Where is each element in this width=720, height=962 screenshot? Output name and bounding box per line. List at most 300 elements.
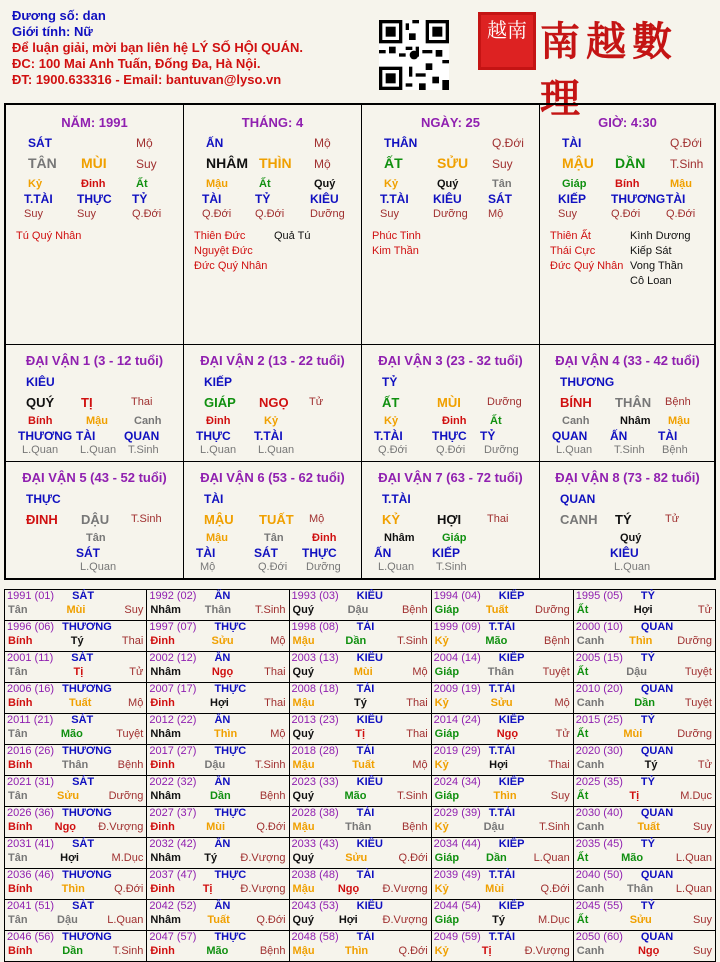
shensha-right: Quả Tú <box>274 230 311 242</box>
hidden-stem: Kỷ <box>384 178 399 190</box>
year-detail <box>290 697 431 711</box>
year-cell <box>147 621 289 652</box>
year-label: 2026 (36) <box>7 807 55 819</box>
year-stem: Tân <box>8 790 28 802</box>
year-star: KIÊU <box>356 776 383 788</box>
phone-email-line: ĐT: 1900.633316 - Email: bantuvan@lyso.vn <box>12 72 282 87</box>
year-cell <box>289 621 431 652</box>
year-branch: Tý <box>204 852 218 864</box>
year-stem: Đinh <box>150 635 175 647</box>
year-detail <box>5 852 146 866</box>
year-stem: Kỷ <box>434 697 449 709</box>
dai-van-hidden-stem: Tân <box>86 532 106 544</box>
year-branch: Mùi <box>353 666 373 678</box>
year-branch: Ngọ <box>637 945 660 957</box>
shensha-left: Phúc Tinh <box>372 230 421 242</box>
year-head <box>5 776 146 790</box>
earthly-branch: MÙI <box>81 155 107 171</box>
year-star: KIẾP <box>498 776 525 788</box>
year-branch: Tý <box>353 697 367 709</box>
dai-van-title: ĐẠI VẬN 6 (53 - 62 tuổi) <box>200 470 345 485</box>
year-phase: Suy <box>693 914 712 926</box>
year-cell <box>431 900 573 931</box>
dai-van-cell <box>184 345 362 462</box>
year-phase: Thai <box>548 759 570 771</box>
dai-van-stem: MẬU <box>204 512 234 527</box>
year-phase: T.Sinh <box>254 759 286 771</box>
dai-van-hidden-stem: Đinh <box>312 532 337 544</box>
year-label: 2009 (19) <box>433 683 481 695</box>
year-phase: L.Quan <box>533 852 570 864</box>
year-stem: Kỷ <box>434 635 449 647</box>
dai-van-hidden-star: T.TÀI <box>254 429 283 443</box>
year-star: THƯƠNG <box>62 869 112 881</box>
year-label: 2050 (60) <box>575 931 623 943</box>
year-detail <box>5 635 146 649</box>
dai-van-hidden-phase: L.Quan <box>80 444 117 456</box>
year-stem: Bính <box>8 759 33 771</box>
year-detail <box>290 852 431 866</box>
year-stem: Quý <box>292 728 314 740</box>
year-head <box>432 900 573 914</box>
year-stem: Nhâm <box>150 790 181 802</box>
year-head <box>5 869 146 883</box>
year-detail <box>574 635 715 649</box>
year-star: THỰC <box>214 931 247 943</box>
pillar-title: NĂM: 1991 <box>61 115 128 130</box>
table-row <box>5 683 716 714</box>
pillar-cell <box>6 105 184 345</box>
year-detail <box>574 790 715 804</box>
year-stem: Nhâm <box>150 604 181 616</box>
year-cell <box>5 683 147 714</box>
year-head <box>574 931 715 945</box>
dai-van-phase: Bệnh <box>665 396 691 408</box>
dai-van-title: ĐẠI VẬN 7 (63 - 72 tuổi) <box>378 470 523 485</box>
hidden-phase: Suy <box>558 208 577 220</box>
year-label: 2013 (23) <box>291 714 339 726</box>
year-label: 2018 (28) <box>291 745 339 757</box>
year-phase: Đ.Vượng <box>98 821 144 833</box>
year-stem: Nhâm <box>150 666 181 678</box>
year-branch: Tuất <box>485 604 509 616</box>
dai-van-hidden-phase: Bệnh <box>662 444 688 456</box>
year-branch: Sửu <box>57 790 80 802</box>
year-branch: Ngọ <box>211 666 234 678</box>
dai-van-hidden-star: TỶ <box>480 429 496 443</box>
year-phase: Thai <box>121 635 144 647</box>
dai-van-hidden-phase: L.Quan <box>556 444 593 456</box>
year-phase: Dưỡng <box>677 728 712 740</box>
year-head <box>5 683 146 697</box>
year-detail <box>147 852 288 866</box>
year-star: THƯƠNG <box>62 931 112 943</box>
dai-van-hidden-stem: Mậu <box>206 532 228 544</box>
dai-van-phase: Tử <box>665 513 680 525</box>
year-star: TỶ <box>640 590 655 602</box>
year-cell <box>147 652 289 683</box>
year-star: SÁT <box>72 590 95 602</box>
heavenly-stem: TÂN <box>28 155 57 171</box>
year-branch: Tuất <box>207 914 230 926</box>
year-stem: Quý <box>292 914 314 926</box>
year-detail <box>5 604 146 618</box>
year-star: THỰC <box>214 683 247 695</box>
year-head <box>147 807 288 821</box>
hidden-star: SÁT <box>488 192 512 206</box>
year-branch: Dần <box>62 945 83 957</box>
year-label: 1995 (05) <box>575 590 623 602</box>
year-branch: Hợi <box>633 604 653 616</box>
shensha-left: Kim Thần <box>372 245 419 257</box>
year-cell <box>147 714 289 745</box>
year-branch: Hợi <box>210 697 229 709</box>
dai-van-branch: DẬU <box>81 512 110 527</box>
year-head <box>290 838 431 852</box>
year-head <box>290 807 431 821</box>
dai-van-star: KIÊU <box>26 375 55 389</box>
year-phase: Tuyệt <box>116 728 144 740</box>
year-head <box>147 900 288 914</box>
year-cell <box>431 807 573 838</box>
dai-van-hidden-stem: Đinh <box>442 415 467 427</box>
year-branch: Dần <box>345 635 367 647</box>
dai-van-hidden-stem: Nhâm <box>384 532 415 544</box>
year-cell <box>5 590 147 621</box>
dai-van-phase: T.Sinh <box>131 513 162 525</box>
dai-van-branch: NGỌ <box>259 395 289 410</box>
year-branch: Mão <box>344 790 367 802</box>
year-head <box>5 652 146 666</box>
year-detail <box>574 852 715 866</box>
year-star: KIÊU <box>356 714 383 726</box>
branch-phase: T.Sinh <box>670 157 704 171</box>
year-branch: Dần <box>486 852 507 864</box>
hidden-stem: Ất <box>259 178 271 190</box>
year-cell <box>431 745 573 776</box>
shensha-left: Thiên Đức <box>194 230 246 242</box>
table-row <box>5 931 716 962</box>
year-detail <box>432 666 573 680</box>
year-label: 2014 (24) <box>433 714 481 726</box>
year-phase: Bệnh <box>117 759 144 771</box>
year-stem: Đinh <box>150 759 175 771</box>
dai-van-stem: QUÝ <box>26 395 55 410</box>
year-detail <box>5 790 146 804</box>
year-detail <box>5 759 146 773</box>
year-label: 2030 (40) <box>575 807 623 819</box>
year-star: KIẾP <box>498 900 525 912</box>
year-label: 2005 (15) <box>575 652 623 664</box>
year-phase: L.Quan <box>107 914 144 926</box>
year-detail <box>5 697 146 711</box>
hidden-stem: Quý <box>314 178 336 190</box>
year-phase: Tử <box>697 604 712 616</box>
year-label: 2043 (53) <box>291 900 339 912</box>
year-star: T.TÀI <box>488 807 516 819</box>
year-star: TỶ <box>640 900 655 912</box>
year-cell <box>5 776 147 807</box>
dai-van-title: ĐẠI VẬN 8 (73 - 82 tuổi) <box>555 470 700 485</box>
hidden-stem: Mậu <box>206 178 228 190</box>
year-cell <box>147 838 289 869</box>
year-detail <box>290 914 431 928</box>
year-label: 2044 (54) <box>433 900 481 912</box>
year-cell <box>5 900 147 931</box>
dai-van-phase: Thai <box>131 396 153 408</box>
year-phase: Suy <box>693 945 712 957</box>
year-cell <box>289 652 431 683</box>
year-label: 1998 (08) <box>291 621 339 633</box>
year-detail <box>432 945 573 959</box>
year-label: 2039 (49) <box>433 869 481 881</box>
year-detail <box>574 883 715 897</box>
dai-van-phase: Mộ <box>309 513 325 525</box>
year-cell <box>147 869 289 900</box>
heavenly-stem: NHÂM <box>206 155 248 171</box>
year-head <box>5 621 146 635</box>
year-head <box>5 931 146 945</box>
year-stem: Canh <box>576 697 605 709</box>
year-branch: Tị <box>629 790 640 802</box>
year-branch: Mùi <box>206 821 226 833</box>
year-head <box>574 590 715 604</box>
year-phase: Tử <box>129 666 144 678</box>
year-head <box>574 683 715 697</box>
year-cell <box>431 683 573 714</box>
year-star: T.TÀI <box>488 869 516 881</box>
year-star: KIẾP <box>498 590 525 602</box>
pillar-cell <box>184 105 362 345</box>
year-label: 2028 (38) <box>291 807 339 819</box>
year-head <box>5 714 146 728</box>
year-branch: Thìn <box>493 790 517 802</box>
year-stem: Kỷ <box>434 759 449 771</box>
shensha-left: Nguyệt Đức <box>194 245 253 257</box>
year-branch: Thân <box>61 759 89 771</box>
year-detail <box>432 604 573 618</box>
dai-van-star: T.TÀI <box>382 492 411 506</box>
year-label: 2021 (31) <box>7 776 55 788</box>
year-label: 2047 (57) <box>149 931 197 943</box>
year-detail <box>432 697 573 711</box>
hidden-phase: Q.Đới <box>202 208 232 220</box>
year-star: TỶ <box>640 838 655 850</box>
year-branch: Sửu <box>345 852 368 864</box>
dai-van-title: ĐẠI VẬN 5 (43 - 52 tuổi) <box>22 470 167 485</box>
year-phase: Tử <box>697 759 712 771</box>
year-label: 2012 (22) <box>149 714 197 726</box>
year-phase: M.Dục <box>680 790 712 802</box>
dai-van-hidden-phase: Q.Đới <box>378 444 408 456</box>
year-branch: Hợi <box>338 914 358 926</box>
hidden-phase: Dưỡng <box>310 208 345 220</box>
year-cell <box>5 714 147 745</box>
year-phase: Dưỡng <box>677 635 712 647</box>
year-detail <box>432 883 573 897</box>
year-cell <box>147 900 289 931</box>
earthly-branch: DẦN <box>615 155 646 171</box>
year-cell <box>431 931 573 962</box>
year-stem: Quý <box>292 790 314 802</box>
annual-table <box>4 589 716 962</box>
table-row <box>5 869 716 900</box>
hidden-star: TÀI <box>666 192 686 206</box>
year-cell <box>289 900 431 931</box>
year-branch: Ngọ <box>54 821 77 833</box>
year-label: 2027 (37) <box>149 807 197 819</box>
dai-van-hidden-phase: Q.Đới <box>436 444 466 456</box>
year-stem: Bính <box>8 883 33 895</box>
year-stem: Mậu <box>292 945 315 957</box>
address-line: ĐC: 100 Mai Anh Tuấn, Đống Đa, Hà Nội. <box>12 56 261 71</box>
year-stem: Giáp <box>434 852 460 864</box>
year-branch: Mão <box>485 635 508 647</box>
year-star: KIÊU <box>356 900 383 912</box>
year-detail <box>147 821 288 835</box>
year-star: TÀI <box>356 621 375 633</box>
table-row <box>5 590 716 621</box>
year-stem: Nhâm <box>150 728 181 740</box>
year-label: 1991 (01) <box>7 590 55 602</box>
brand-logo: 南越數理 <box>540 18 678 122</box>
dai-van-hidden-star: THỰC <box>432 429 467 443</box>
hidden-stem: Ất <box>136 178 148 190</box>
dai-van-hidden-stem: Kỷ <box>384 415 399 427</box>
dai-van-hidden-phase: L.Quan <box>80 561 117 573</box>
year-branch: Thân <box>345 821 372 833</box>
year-branch: Tuất <box>69 697 92 709</box>
dai-van-hidden-phase: L.Quan <box>22 444 59 456</box>
header-info <box>12 8 303 88</box>
year-label: 2042 (52) <box>149 900 197 912</box>
branch-phase: Mộ <box>314 157 331 171</box>
year-head <box>574 869 715 883</box>
year-phase: Thai <box>264 666 286 678</box>
year-head <box>290 683 431 697</box>
hidden-phase: Q.Đới <box>666 208 696 220</box>
year-star: QUAN <box>640 621 674 633</box>
year-head <box>432 652 573 666</box>
year-label: 2001 (11) <box>7 652 54 664</box>
year-head <box>147 652 288 666</box>
dai-van-hidden-phase: L.Quan <box>200 444 237 456</box>
year-cell <box>289 807 431 838</box>
stem-phase: Q.Đới <box>492 136 524 150</box>
year-head <box>147 714 288 728</box>
shensha-left: Thái Cực <box>550 245 596 257</box>
year-star: T.TÀI <box>488 931 516 943</box>
year-detail <box>432 821 573 835</box>
year-detail <box>147 945 288 959</box>
year-detail <box>290 759 431 773</box>
year-branch: Tị <box>481 945 492 957</box>
year-label: 2037 (47) <box>149 869 197 881</box>
year-stem: Giáp <box>434 604 460 616</box>
dai-van-hidden-stem: Mậu <box>668 415 690 427</box>
dai-van-hidden-star: TÀI <box>196 546 216 560</box>
year-label: 2024 (34) <box>433 776 481 788</box>
dai-van-hidden-phase: Q.Đới <box>258 561 288 573</box>
year-phase: Đ.Vượng <box>382 883 428 895</box>
dai-van-star: THƯƠNG <box>560 375 615 389</box>
year-head <box>432 621 573 635</box>
qr-code-icon <box>379 20 449 90</box>
year-detail <box>574 821 715 835</box>
year-label: 2016 (26) <box>7 745 55 757</box>
year-detail <box>290 821 431 835</box>
year-star: THƯƠNG <box>62 745 112 757</box>
year-stem: Tân <box>8 914 28 926</box>
year-stem: Ất <box>576 790 589 802</box>
year-stem: Bính <box>8 697 33 709</box>
dai-van-stem: BÍNH <box>560 395 592 410</box>
dai-van-hidden-stem: Nhâm <box>620 415 651 427</box>
dai-van-title: ĐẠI VẬN 1 (3 - 12 tuổi) <box>25 353 164 368</box>
year-label: 2035 (45) <box>575 838 623 850</box>
year-phase: Q.Đới <box>540 883 570 895</box>
year-label: 2007 (17) <box>149 683 197 695</box>
hidden-stem: Quý <box>437 178 459 190</box>
year-star: THỰC <box>214 745 247 757</box>
year-branch: Dậu <box>204 759 226 771</box>
year-head <box>147 621 288 635</box>
year-detail <box>5 945 146 959</box>
year-star: TỶ <box>640 652 655 664</box>
year-label: 2004 (14) <box>433 652 481 664</box>
year-cell <box>431 652 573 683</box>
year-label: 1996 (06) <box>7 621 55 633</box>
dai-van-branch: HỢI <box>437 512 462 527</box>
dai-van-stem: CANH <box>560 512 598 527</box>
year-branch: Dần <box>209 790 231 802</box>
year-detail <box>290 883 431 897</box>
table-row <box>5 714 716 745</box>
earthly-branch: THÌN <box>259 155 292 171</box>
stem-phase: Mộ <box>314 136 331 150</box>
year-cell <box>147 683 289 714</box>
year-label: 2017 (27) <box>149 745 197 757</box>
year-label: 2022 (32) <box>149 776 197 788</box>
year-cell <box>5 838 147 869</box>
dai-van-branch: MÙI <box>437 395 461 410</box>
hidden-phase: Suy <box>380 208 399 220</box>
year-cell <box>573 807 715 838</box>
shensha-left: Đức Quý Nhân <box>550 260 624 272</box>
year-detail <box>574 914 715 928</box>
hidden-star: KIÊU <box>433 192 462 206</box>
year-cell <box>5 807 147 838</box>
pillar-title: THÁNG: 4 <box>241 115 304 130</box>
year-head <box>432 838 573 852</box>
year-phase: Q.Đới <box>256 914 286 926</box>
year-stem: Mậu <box>292 821 315 833</box>
year-stem: Ất <box>576 914 589 926</box>
year-label: 2011 (21) <box>7 714 54 726</box>
year-cell <box>147 776 289 807</box>
year-phase: Bệnh <box>259 945 286 957</box>
year-star: SÁT <box>71 714 94 726</box>
year-branch: Dần <box>634 697 655 709</box>
year-phase: Suy <box>693 821 712 833</box>
year-detail <box>5 821 146 835</box>
year-head <box>432 807 573 821</box>
table-row <box>5 621 716 652</box>
year-star: KIẾP <box>498 838 525 850</box>
year-phase: Bệnh <box>544 635 570 647</box>
hidden-stem: Giáp <box>562 178 587 190</box>
dai-van-hidden-star: KIẾP <box>432 546 461 560</box>
